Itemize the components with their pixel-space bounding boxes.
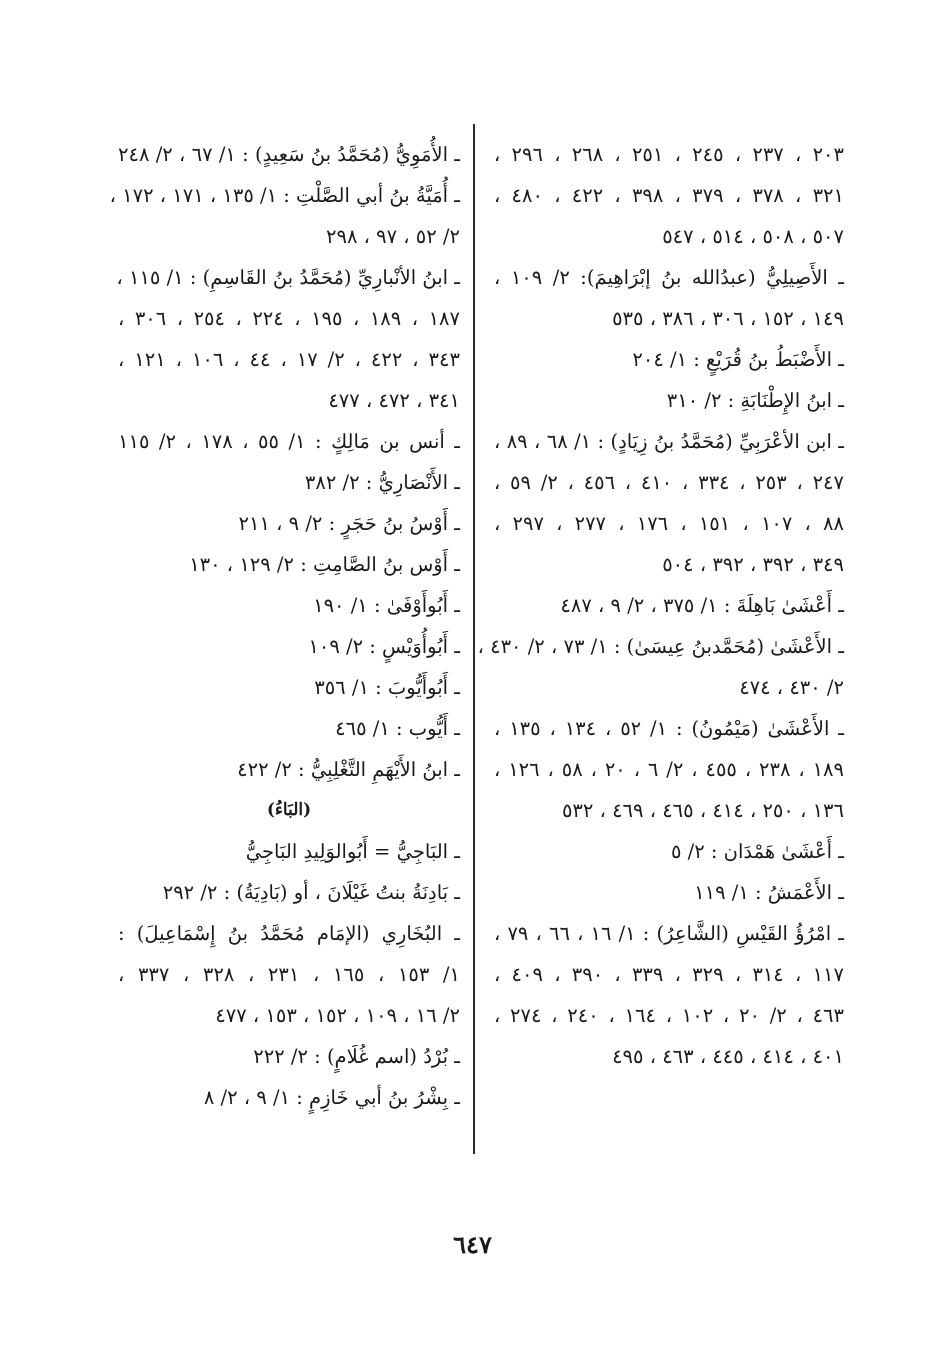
index-line: ١/ ١٥٣ ، ١٦٥ ، ٢٣١ ، ٣٢٨ ، ٣٣٧ ، [118, 963, 460, 986]
index-line: ١٨٧ ، ١٨٩ ، ١٩٥ ، ٢٢٤ ، ٢٥٤ ، ٣٠٦ ، [118, 307, 460, 330]
index-line: ـ البَاجِيُّ = أَبُوالوَلِيدِ البَاجِيُّ [245, 840, 460, 863]
index-line: ـ بُرْدُ (اسم غُلَامٍ) : ٢/ ٢٢٢ [253, 1045, 460, 1068]
index-line: ٨٨ ، ١٠٧ ، ١٥١ ، ١٧٦ ، ٢٧٧ ، ٢٩٧ ، [494, 512, 844, 535]
index-line: ـ الأَعْمَشُ : ١/ ١١٩ [694, 881, 844, 904]
index-line: ـ أَبُوأُوَيْسٍ : ٢/ ١٠٩ [308, 635, 460, 658]
index-line: ـ الأَضْبَطُ بنُ قُرَيْعٍ : ١/ ٢٠٤ [632, 348, 844, 371]
index-line: ـ أَبُوأَيُّوبَ : ١/ ٣٥٦ [314, 676, 460, 699]
index-line: ٢/ ٥٢ ، ٩٧ ، ٢٩٨ [326, 225, 460, 248]
index-line: ـ البُخَارِي (الإمَام مُحَمَّدُ بنُ إِسْمَاعِيلَ) : [118, 922, 460, 945]
index-line: ٣٤١ ، ٤٧٢ ، ٤٧٧ [328, 389, 460, 412]
index-line: ـ أَعْشَىٰ هَمْدَان : ٢/ ٥ [670, 840, 844, 863]
index-line: ـ ابنُ الأَيْهَمِ التَّغْلِبِيُّ : ٢/ ٤٢٢ [237, 758, 460, 781]
index-line: ـ أَوْس بنُ الصَّامِتِ : ٢/ ١٢٩ ، ١٣٠ [189, 553, 460, 576]
index-line: ـ الأَعْشَىٰ (مُحَمَّدبنُ عِيسَىٰ) : ١/ ٧٣ ، ٢/ ٤٣٠ ، [477, 635, 844, 658]
index-line: ـ بَادِنَةُ بنتُ غَيْلَانَ ، أو (بَادِيَةُ) : ٢/ ٢٩٢ [162, 881, 460, 904]
index-line: ـ أُمَيَّةُ بنُ أبي الصَّلْتِ : ١/ ١٣٥ ، ١٧١ ، ١٧٢ ، [109, 184, 460, 207]
index-line: ٣٢١ ، ٣٧٨ ، ٣٧٩ ، ٣٩٨ ، ٤٢٢ ، ٤٨٠ ، [494, 184, 844, 207]
index-line: ـ الأَنْصَارِيُّ : ٢/ ٣٨٢ [304, 471, 460, 494]
index-line: ٢٠٣ ، ٢٣٧ ، ٢٤٥ ، ٢٥١ ، ٢٦٨ ، ٢٩٦ ، [494, 143, 844, 166]
index-line: ـ أَبُوأَوْفَىٰ : ١/ ١٩٠ [313, 594, 460, 617]
page-number: ٦٤٧ [453, 1230, 492, 1259]
index-line: ١١٧ ، ٣١٤ ، ٣٢٩ ، ٣٣٩ ، ٣٩٠ ، ٤٠٩ ، [494, 963, 844, 986]
index-line: ـ الأَعْشَىٰ (مَيْمُونُ) : ١/ ٥٢ ، ١٣٤ ، ١٣٥ ، [494, 717, 844, 740]
section-heading: (البَاءُ) [266, 800, 312, 820]
index-line: ـ بِشْرُ بنُ أبي خَازِمٍ : ١/ ٩ ، ٢/ ٨ [203, 1086, 460, 1109]
index-line: ٢٤٧ ، ٢٥٣ ، ٣٣٤ ، ٤١٠ ، ٤٥٦ ، ٢/ ٥٩ ، [494, 471, 844, 494]
index-line: ٥٠٧ ، ٥٠٨ ، ٥١٤ ، ٥٤٧ [662, 225, 844, 248]
index-line: ـ أنس بن مَالِكٍ : ١/ ٥٥ ، ١٧٨ ، ٢/ ١١٥ [118, 430, 461, 453]
index-line: ٢/ ١٦ ، ١٠٩ ، ١٥٢ ، ١٥٣ ، ٤٧٧ [215, 1004, 460, 1027]
index-line: ـ ابنُ الأنْبارِيِّ (مُحَمَّدُ بنُ القَاسِمِ) : ١/ ١١٥ ، [116, 266, 460, 289]
index-line: ـ أَعْشَىٰ بَاهِلَةَ : ١/ ٣٧٥ ، ٢/ ٩ ، ٤٨٧ [560, 594, 844, 617]
index-line: ـ الأَصِيلِيُّ (عبدُالله بنُ إبْرَاهِيمَ): ٢/ ١٠٩ ، [494, 266, 844, 289]
index-line: ـ امْرُؤُ القَيْسِ (الشَّاعِرُ) : ١/ ١٦ ، ٦٦ ، ٧٩ ، [494, 922, 844, 945]
index-line: ٢/ ٤٣٠ ، ٤٧٤ [739, 676, 844, 699]
column-divider [473, 124, 475, 1154]
index-line: ١٣٦ ، ٢٥٠ ، ٤١٤ ، ٤٦٥ ، ٤٦٩ ، ٥٣٢ [561, 799, 844, 822]
index-line: ٣٤٣ ، ٤٢٢ ، ٢/ ١٧ ، ٤٤ ، ١٠٦ ، ١٢١ ، [118, 348, 460, 371]
index-line: ـ أَوْسُ بنُ حَجَرٍ : ٢/ ٩ ، ٢١١ [238, 512, 460, 535]
index-line: ـ الأُمَوِيُّ (مُحَمَّدُ بنُ سَعِيدٍ) : ١/ ٦٧ ، ٢/ ٢٤٨ [118, 143, 460, 166]
index-line: ٣٤٩ ، ٣٩٢ ، ٣٩٢ ، ٥٠٤ [662, 553, 844, 576]
index-line: ١٨٩ ، ٢٣٨ ، ٤٥٥ ، ٢/ ٦ ، ٢٠ ، ٥٨ ، ١٢٦ ، [494, 758, 844, 781]
index-column-left [109, 134, 461, 1118]
index-line: ٤٠١ ، ٤١٤ ، ٤٤٥ ، ٤٦٣ ، ٤٩٥ [612, 1045, 844, 1068]
index-line: ـ أَيُّوب : ١/ ٤٦٥ [335, 717, 460, 740]
index-line: ١٤٩ ، ١٥٢ ، ٣٠٦ ، ٣٨٦ ، ٥٣٥ [612, 307, 844, 330]
index-column-right [477, 134, 844, 1077]
index-line: ـ ابن الأعْرَبِيِّ (مُحَمَّدُ بنُ زِيَادٍ) : ١/ ٦٨ ، ٨٩ ، [494, 430, 844, 453]
index-line: ٤٦٣ ، ٢/ ٢٠ ، ١٠٢ ، ١٦٤ ، ٢٤٠ ، ٢٧٤ ، [494, 1004, 844, 1027]
index-line: ـ ابنُ الإِطْنَابَةِ : ٢/ ٣١٠ [666, 389, 844, 412]
